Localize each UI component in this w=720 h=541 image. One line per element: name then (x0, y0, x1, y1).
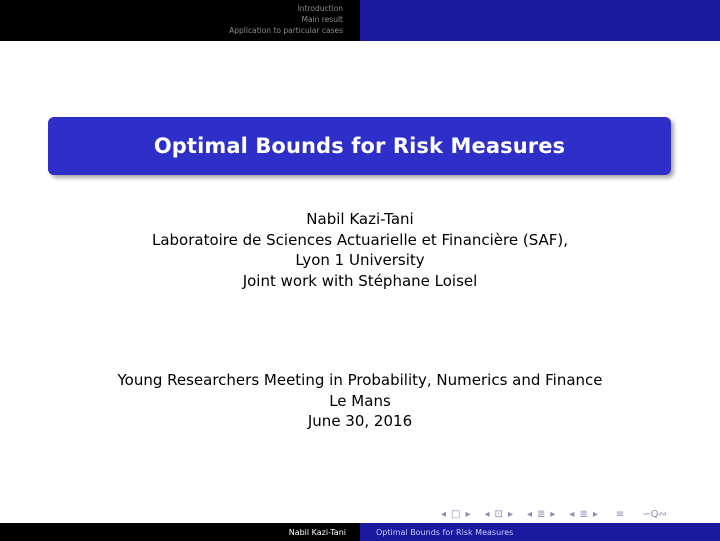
joint-work: Joint work with Stéphane Loisel (242, 271, 478, 290)
section-back-icon[interactable]: ◂ (526, 508, 532, 520)
event-name: Young Researchers Meeting in Probability, Numerics and Finance (117, 371, 603, 389)
footer-author: Nabil Kazi-Tani (288, 527, 346, 537)
event-date: June 30, 2016 (307, 412, 413, 430)
frame-back-icon[interactable]: ◂ (441, 508, 447, 520)
subsection-back-icon[interactable]: ◂ (484, 508, 490, 520)
author-university: Lyon 1 University (295, 251, 425, 269)
document-forward-icon[interactable]: ▸ (592, 508, 598, 520)
nav-section-applications[interactable]: Application to particular cases (229, 26, 343, 35)
title-block (48, 117, 671, 175)
section-forward-icon[interactable]: ▸ (550, 508, 556, 520)
subsection-forward-icon[interactable]: ▸ (507, 508, 513, 520)
nav-section-introduction[interactable]: Introduction (297, 4, 343, 13)
subsection-icon[interactable]: ⊡ (494, 508, 503, 520)
beamer-navigation-symbols (441, 507, 706, 521)
author-block (0, 209, 720, 291)
event-location: Le Mans (329, 391, 391, 410)
header-navigation-bar (0, 0, 720, 41)
author-name: Nabil Kazi-Tani (306, 210, 414, 228)
author-affiliation: Laboratoire de Sciences Actuarielle et Financière (SAF), (151, 230, 569, 249)
appendix-icon[interactable]: ≡ (615, 508, 625, 520)
section-navigation (229, 3, 343, 36)
footer-right-panel (360, 523, 720, 541)
document-icon[interactable]: ≣ (579, 508, 588, 520)
section-icon[interactable]: ≣ (537, 508, 546, 520)
event-block (0, 370, 720, 432)
presentation-title: Optimal Bounds for Risk Measures (153, 134, 566, 158)
frame-forward-icon[interactable]: ▸ (465, 508, 471, 520)
footer-title: Optimal Bounds for Risk Measures (376, 527, 514, 537)
search-icon[interactable]: ∽Q∾ (642, 508, 667, 520)
nav-section-main-result[interactable]: Main result (301, 15, 343, 24)
document-back-icon[interactable]: ◂ (569, 508, 575, 520)
footer-bar (0, 523, 720, 541)
footer-left-panel (0, 523, 360, 541)
header-right-panel (360, 0, 720, 41)
frame-icon[interactable]: □ (451, 508, 461, 520)
